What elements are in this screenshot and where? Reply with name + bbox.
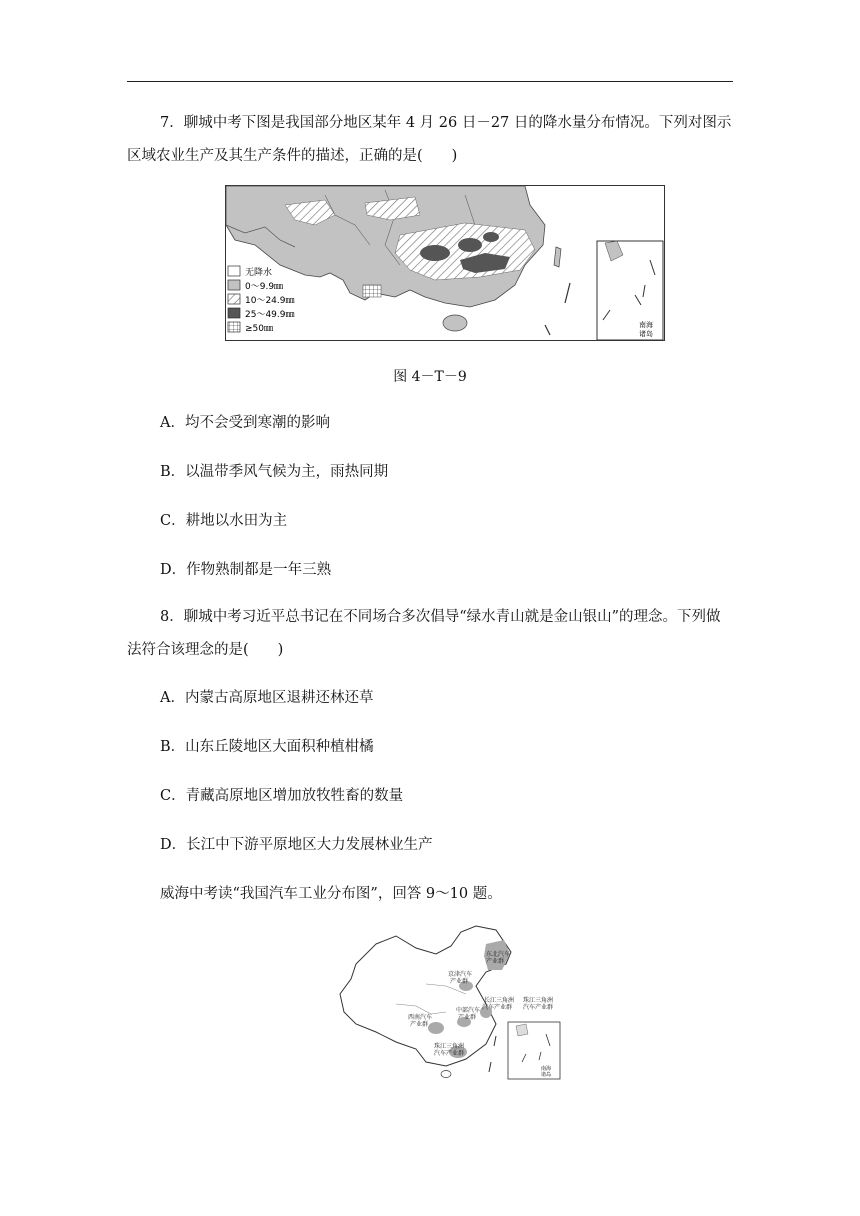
label-yangtze-1: 长江三角洲 [484, 997, 515, 1004]
china-outline [340, 926, 511, 1066]
hainan-island [443, 315, 467, 331]
q8-option-a: A．内蒙古高原地区退耕还林还草 [160, 690, 374, 706]
q8-option-b: B．山东丘陵地区大面积种植柑橘 [160, 739, 374, 755]
legend-label-4: 25～49.9㎜ [245, 310, 295, 320]
label-pearl-side-2: 汽车产业群 [523, 1004, 554, 1011]
label-northeast-1: 东北汽车 [486, 951, 511, 958]
q8-text-line2: 法符合该理念的是( ) [127, 642, 284, 658]
auto-industry-map [336, 924, 564, 1080]
label-yangtze-2: 汽车产业群 [482, 1004, 513, 1011]
legend-label-3: 10～24.9㎜ [245, 296, 295, 306]
label-jingjin-2: 产业群 [450, 978, 469, 985]
q7-option-b: B．以温带季风气候为主，雨热同期 [160, 464, 389, 480]
extreme-rain-area [363, 285, 381, 297]
q7-option-d: D．作物熟制都是一年三熟 [160, 562, 332, 578]
heavy-rain-area-3 [483, 232, 499, 242]
q8-option-c: C．青藏高原地区增加放牧牲畜的数量 [160, 788, 404, 804]
figure-caption: 图 4－T－9 [393, 369, 467, 385]
inset-label-2a: 南海 [540, 1066, 552, 1072]
q9-intro: 威海中考读“我国汽车工业分布图”，回答 9～10 题。 [160, 886, 502, 902]
label-central-2: 产业群 [458, 1014, 477, 1021]
heavy-rain-area-1 [420, 245, 450, 261]
label-pearl-side-1: 珠江三角洲 [523, 997, 554, 1004]
label-southwest-2: 产业群 [410, 1021, 429, 1028]
inset-label-1: 南海 [639, 321, 653, 329]
label-northeast-2: 产业群 [486, 958, 505, 965]
label-jingjin-1: 京津汽车 [448, 971, 473, 978]
q8-option-d: D．长江中下游平原地区大力发展林业生产 [160, 837, 433, 853]
heavy-rain-area-2 [458, 238, 482, 252]
legend-label-5: ≥50㎜ [245, 324, 273, 334]
precipitation-map [225, 185, 665, 341]
inset-label-2: 诸岛 [639, 330, 653, 338]
q7-text-line1: 7．聊城中考下图是我国部分地区某年 4 月 26 日－27 日的降水量分布情况。下列对图示 [160, 115, 732, 131]
q7-option-a: A．均不会受到寒潮的影响 [160, 415, 330, 431]
label-southwest-1: 西南汽车 [408, 1014, 433, 1021]
southwest-cluster [428, 1022, 444, 1034]
inset-label-2b: 诸岛 [540, 1072, 552, 1078]
legend-label-1: 无降水 [245, 268, 273, 278]
hainan-island-2 [441, 1071, 451, 1078]
header-rule [127, 81, 733, 82]
q8-text-line1: 8．聊城中考习近平总书记在不同场合多次倡导“绿水青山就是金山银山”的理念。下列做 [160, 609, 721, 625]
label-central-1: 中部汽车 [456, 1007, 481, 1014]
q7-text-line2: 区域农业生产及其生产条件的描述，正确的是( ) [127, 148, 458, 164]
label-pearl-2: 汽车产业群 [434, 1050, 465, 1057]
q7-option-c: C．耕地以水田为主 [160, 513, 288, 529]
label-pearl-1: 珠江三角洲 [434, 1043, 465, 1050]
legend-label-2: 0～9.9㎜ [245, 282, 284, 292]
